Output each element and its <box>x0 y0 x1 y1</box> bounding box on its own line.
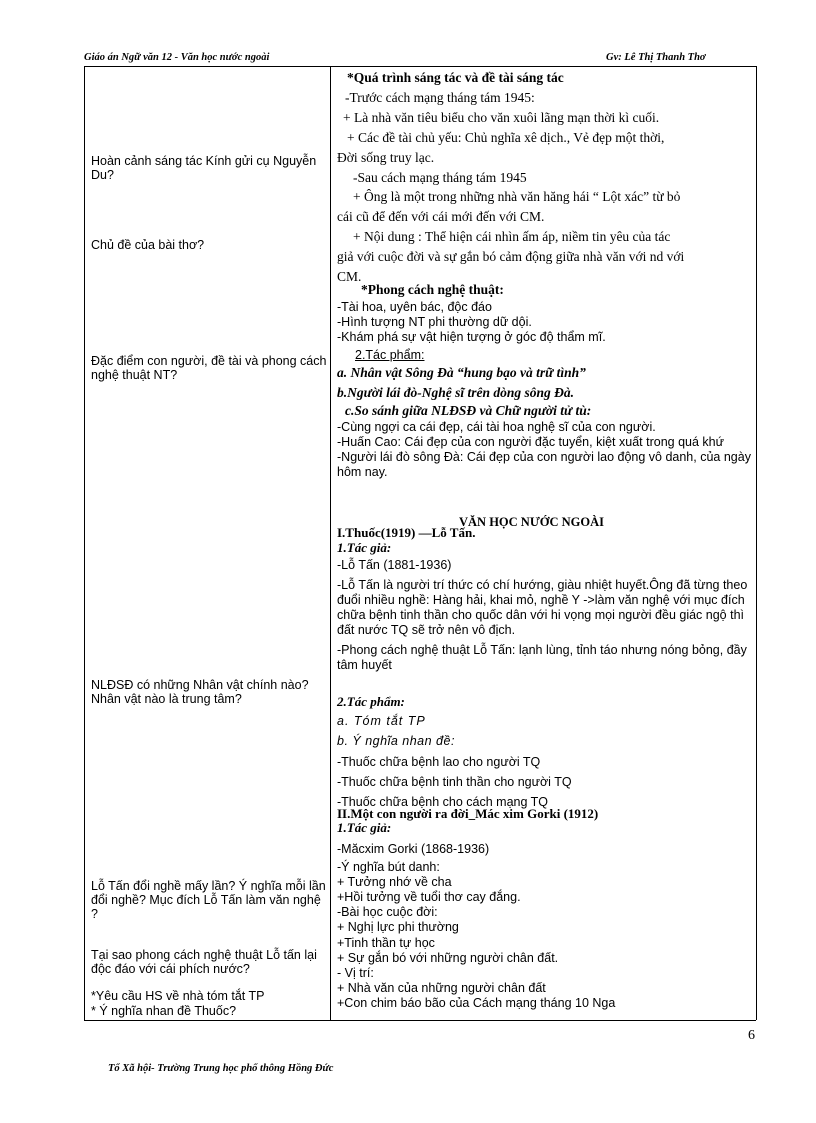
page-number: 6 <box>748 1028 755 1043</box>
gorki-item: -Măcxim Gorki (1868-1936) <box>337 842 490 856</box>
section-title: VĂN HỌC NƯỚC NGOÀI <box>459 515 605 529</box>
post-revolution-heading: -Sau cách mạng tháng tám 1945 <box>353 169 527 185</box>
luxun-author-item: -Lỗ Tấn (1881-1936) <box>337 558 452 572</box>
header-left: Giáo án Ngữ văn 12 - Văn học nước ngoài <box>84 52 270 63</box>
creative-process-block <box>337 68 755 287</box>
thuoc-meaning-item: -Thuốc chữa bệnh lao cho người TQ <box>337 755 541 769</box>
gorki-list <box>337 842 755 1011</box>
comparison-list <box>337 420 755 480</box>
work-item-a: a. Nhân vật Sông Đà “hung bạo và trữ tình” <box>337 365 586 380</box>
gorki-item: + Sự gắn bó với những người chân đất. <box>337 950 559 965</box>
content-line-1: + Nội dung : Thể hiện cái nhìn ấm áp, niềm tin yêu của tác <box>353 229 671 245</box>
footer: Tổ Xã hội- Trường Trung học phổ thông Hồng Đức <box>108 1063 334 1074</box>
work-item-c: c.So sánh giữa NLĐSĐ và Chữ người tử tù: <box>345 403 592 418</box>
comparison-item: -Người lái đò sông Đà: Cái đẹp của con người lao động vô danh, của ngày hôm nay. <box>337 450 751 479</box>
art-style-title: *Phong cách nghệ thuật: <box>361 282 504 297</box>
luxun-author-item: -Phong cách nghệ thuật Lỗ Tấn: lạnh lùng, tỉnh táo nhưng nóng bỏng, đầy tâm huyết <box>337 643 747 672</box>
thuoc-meaning-item: -Thuốc chữa bệnh cho cách mạng TQ <box>337 795 549 809</box>
question-style: Đặc điểm con người, đề tài và phong cách nghệ thuật NT? <box>91 354 327 382</box>
pre-revolution-line-2: + Các đề tài chủ yếu: Chủ nghĩa xê dịch., Vẻ đẹp một thời, <box>347 129 665 145</box>
pre-revolution-line-1: + Là nhà văn tiêu biểu cho văn xuôi lãng mạn thời kì cuối. <box>343 109 660 125</box>
pre-revolution-line-3: Đời sống truy lạc. <box>337 149 435 165</box>
question-theme: Chủ đề của bài thơ? <box>91 238 205 252</box>
gorki-item: -Bài học cuộc đời: <box>337 905 438 920</box>
content-line-3: CM. <box>337 269 362 285</box>
art-style-item: -Khám phá sự vật hiện tượng ở góc độ thẩm mĩ. <box>337 330 606 344</box>
luxun-author-list <box>337 558 755 673</box>
gorki-item: + Tưởng nhớ về cha <box>337 875 452 890</box>
thuoc-title-meaning-heading: b. Ý nghĩa nhan đề: <box>337 734 455 748</box>
header-rule <box>84 66 756 67</box>
gorki-title: II.Một con người ra đời_Mác xim Gorki (1912) <box>337 806 599 821</box>
comparison-item: -Huấn Cao: Cái đẹp của con người đặc tuyển, kiệt xuất trong quá khứ <box>337 435 724 449</box>
gorki-item: +Tinh thần tự học <box>337 935 435 950</box>
gorki-author-heading: 1.Tác giả: <box>337 820 392 835</box>
homework-title-meaning: * Ý nghĩa nhan đề Thuốc? <box>91 1004 237 1018</box>
thuoc-title: I.Thuốc(1919) —Lỗ Tấn. <box>337 525 476 540</box>
thuoc-work-heading: 2.Tác phẩm: <box>337 694 405 709</box>
homework-summary: *Yêu cầu HS về nhà tóm tắt TP <box>91 989 265 1003</box>
gorki-item: + Nghị lực phi thường <box>337 920 459 935</box>
thuoc-meaning-list <box>337 752 755 812</box>
art-style-item: -Tài hoa, uyên bác, độc đáo <box>337 300 492 314</box>
post-revolution-line-1: + Ông là một trong những nhà văn hăng hái “ Lột xác” từ bỏ <box>353 189 681 205</box>
gorki-item: + Nhà văn của những người chân đất <box>337 980 546 995</box>
gorki-item: +Hồi tưởng về tuổi thơ cay đắng. <box>337 890 521 905</box>
thuoc-summary: a. Tóm tắt TP <box>337 714 426 728</box>
table-column-divider <box>330 66 331 1020</box>
question-luxun-career: Lỗ Tấn đổi nghề mấy lần? Ý nghĩa mỗi lần đổi nghề? Mục đích Lỗ Tấn làm văn nghệ ? <box>91 879 326 921</box>
gorki-item: -Ý nghĩa bút danh: <box>337 860 440 875</box>
pre-revolution-heading: -Trước cách mạng tháng tám 1945: <box>345 89 535 105</box>
work-item-b: b.Người lái đò-Nghệ sĩ trên dòng sông Đà. <box>337 385 574 400</box>
art-style-list <box>337 300 755 345</box>
table-bottom-border <box>84 1020 756 1021</box>
art-style-item: -Hình tượng NT phi thường dữ dội. <box>337 315 532 329</box>
creative-process-title: *Quá trình sáng tác và đề tài sáng tác <box>347 70 564 85</box>
table-left-border <box>84 66 85 1020</box>
gorki-item: - Vị trí: <box>337 965 374 980</box>
content-line-2: giả với cuộc đời và sự gắn bó cảm động giữa nhà văn với nd với <box>337 249 685 265</box>
comparison-item: -Cùng ngợi ca cái đẹp, cái tài hoa nghệ sĩ của con người. <box>337 420 656 434</box>
question-luxun-style: Tại sao phong cách nghệ thuật Lỗ tấn lại độc đáo với cái phích nước? <box>91 948 317 976</box>
question-characters: NLĐSĐ có những Nhân vật chính nào? Nhân vật nào là trung tâm? <box>91 678 309 706</box>
question-context: Hoàn cảnh sáng tác Kính gửi cụ Nguyễn Du? <box>91 154 317 182</box>
thuoc-meaning-item: -Thuốc chữa bệnh tinh thần cho người TQ <box>337 775 572 789</box>
work-title: 2.Tác phẩm: <box>355 348 425 362</box>
luxun-author-item: -Lỗ Tấn là người trí thức có chí hướng, giàu nhiệt huyết.Ông đã từng theo đuổi nhiều nghề: Hàng hải, khai mỏ, nghề Y ->làm văn nghệ với mục đích chữa bệnh tinh thần cho quốc dân với hi vọng mọi người đều giác ngộ thì đất nước TQ sẽ trở nên vô địch. <box>337 578 748 637</box>
header-right: Gv: Lê Thị Thanh Thơ <box>606 52 706 63</box>
table-right-border <box>756 66 757 1020</box>
post-revolution-line-2: cái cũ để đến với cái mới đến với CM. <box>337 209 545 225</box>
luxun-author-heading: 1.Tác giả: <box>337 540 392 555</box>
gorki-item: +Con chim báo bão của Cách mạng tháng 10 Nga <box>337 995 616 1010</box>
